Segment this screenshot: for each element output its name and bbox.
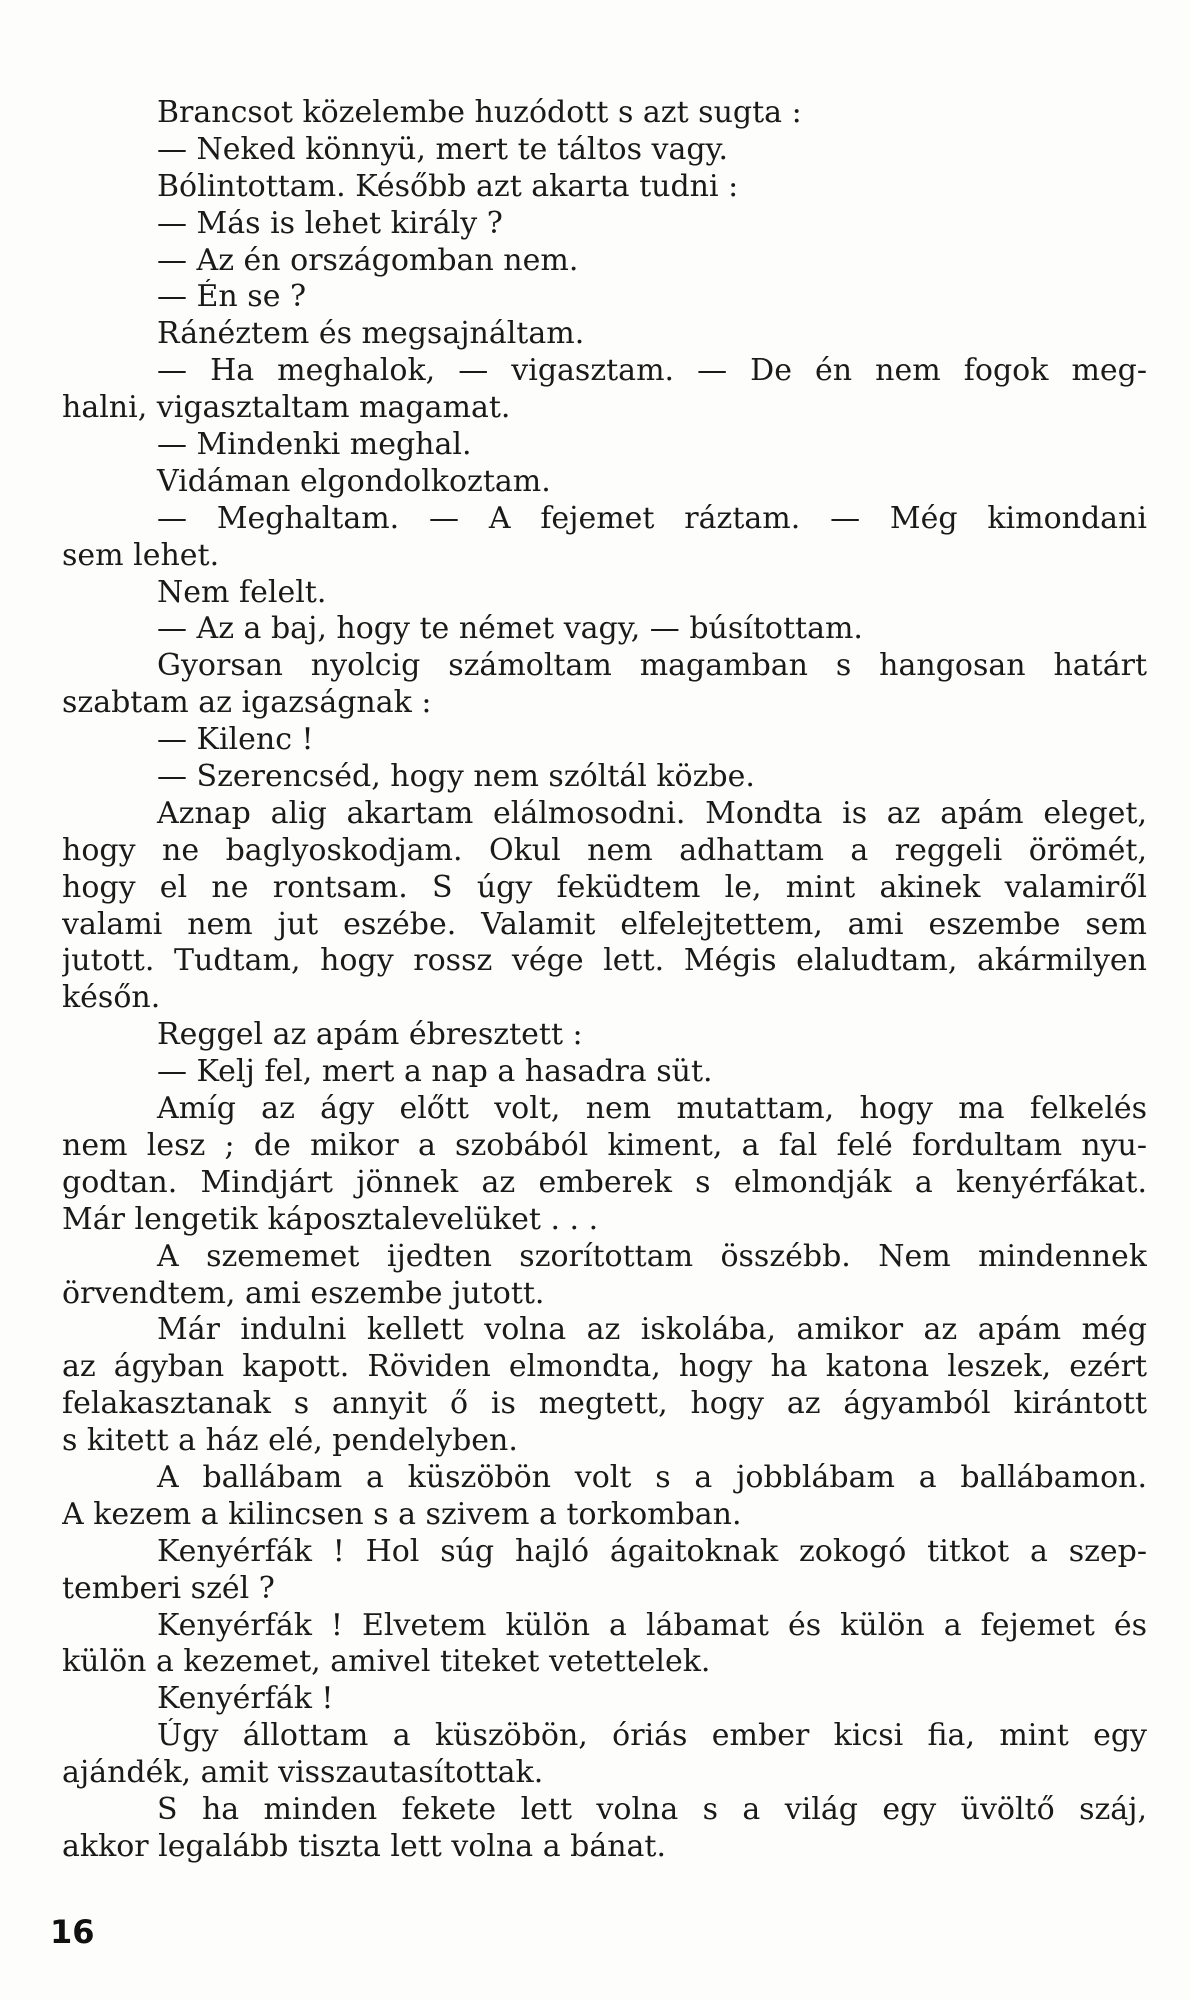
text-line: ajándék, amit visszautasítottak.	[62, 1755, 544, 1791]
text-line: Már lengetik káposztalevelüket . . .	[62, 1201, 599, 1237]
text-line: jutott. Tudtam, hogy rossz vége lett. Mégis elaludtam, akármilyen	[62, 943, 1147, 979]
text-line: az ágyban kapott. Röviden elmondta, hogy ha katona leszek, ezért	[62, 1349, 1147, 1385]
text-line: Már indulni kellett volna az iskolába, amikor az apám még	[157, 1312, 1147, 1348]
text-line: Úgy állottam a küszöbön, óriás ember kicsi fia, mint egy	[157, 1718, 1147, 1754]
text-line: S ha minden fekete lett volna s a világ egy üvöltő száj,	[157, 1791, 1147, 1827]
text-line: Bólintottam. Később azt akarta tudni :	[157, 168, 739, 204]
text-line: s kitett a ház elé, pendelyben.	[62, 1423, 518, 1459]
text-line: szabtam az igazságnak :	[62, 685, 432, 721]
text-line: Aznap alig akartam elálmosodni. Mondta is az apám eleget,	[157, 795, 1147, 831]
text-line: külön a kezemet, amivel titeket vetettelek.	[62, 1644, 711, 1680]
text-line: Nem felelt.	[157, 574, 327, 610]
text-line: örvendtem, ami eszembe jutott.	[62, 1275, 545, 1311]
text-line: Ránéztem és megsajnáltam.	[157, 316, 585, 352]
text-line: Amíg az ágy előtt volt, nem mutattam, hogy ma felkelés	[157, 1091, 1147, 1127]
text-line: — Ha meghalok, — vigasztam. — De én nem fogok meg-	[157, 353, 1147, 389]
text-line: halni, vigasztaltam magamat.	[62, 390, 511, 426]
text-line: hogy el ne rontsam. S úgy feküdtem le, mint akinek valamiről	[62, 869, 1147, 905]
text-line: — Neked könnyü, mert te táltos vagy.	[157, 131, 729, 167]
text-line: A szememet ijedten szorítottam összébb. Nem mindennek	[157, 1238, 1147, 1274]
text-line: A ballábam a küszöbön volt s a jobblábam a ballábamon.	[157, 1459, 1147, 1495]
text-line: Vidáman elgondolkoztam.	[157, 463, 551, 499]
text-line: — Mindenki meghal.	[157, 427, 472, 463]
text-line: akkor legalább tiszta lett volna a bánat.	[62, 1828, 667, 1864]
text-line: Kenyérfák !	[157, 1681, 334, 1717]
text-line: — Más is lehet király ?	[157, 205, 503, 241]
body-text	[62, 95, 1147, 1866]
text-line: nem lesz ; de mikor a szobából kiment, a fal felé fordultam nyu-	[62, 1127, 1147, 1163]
text-line: — Az a baj, hogy te német vagy, — búsítottam.	[157, 611, 863, 647]
text-line: valami nem jut eszébe. Valamit elfelejtettem, ami eszembe sem	[62, 906, 1147, 942]
text-line: Reggel az apám ébresztett :	[157, 1017, 583, 1053]
text-line: felakasztanak s annyit ő is megtett, hogy az ágyamból kirántott	[62, 1386, 1147, 1422]
text-line: Gyorsan nyolcig számoltam magamban s hangosan határt	[157, 648, 1147, 684]
text-line: — Én se ?	[157, 279, 307, 315]
text-line: A kezem a kilincsen s a szivem a torkomban.	[62, 1496, 742, 1532]
text-line: godtan. Mindjárt jönnek az emberek s elmondják a kenyérfákat.	[62, 1164, 1147, 1200]
text-line: — Kilenc !	[157, 722, 314, 758]
text-line: — Kelj fel, mert a nap a hasadra süt.	[157, 1054, 713, 1090]
text-line: későn.	[62, 980, 161, 1016]
text-line: Kenyérfák ! Hol súg hajló ágaitoknak zokogó titkot a szep-	[157, 1533, 1147, 1569]
text-line: — Az én országomban nem.	[157, 242, 579, 278]
text-line: temberi szél ?	[62, 1570, 275, 1606]
text-line: hogy ne baglyoskodjam. Okul nem adhattam a reggeli örömét,	[62, 832, 1147, 868]
text-line: Kenyérfák ! Elvetem külön a lábamat és külön a fejemet és	[157, 1607, 1147, 1643]
text-line: Brancsot közelembe huzódott s azt sugta :	[157, 95, 802, 130]
page-number: 16	[50, 1913, 95, 1951]
text-line: — Szerencséd, hogy nem szóltál közbe.	[157, 759, 755, 795]
text-line: — Meghaltam. — A fejemet ráztam. — Még kimondani	[157, 500, 1147, 536]
text-line: sem lehet.	[62, 537, 220, 573]
